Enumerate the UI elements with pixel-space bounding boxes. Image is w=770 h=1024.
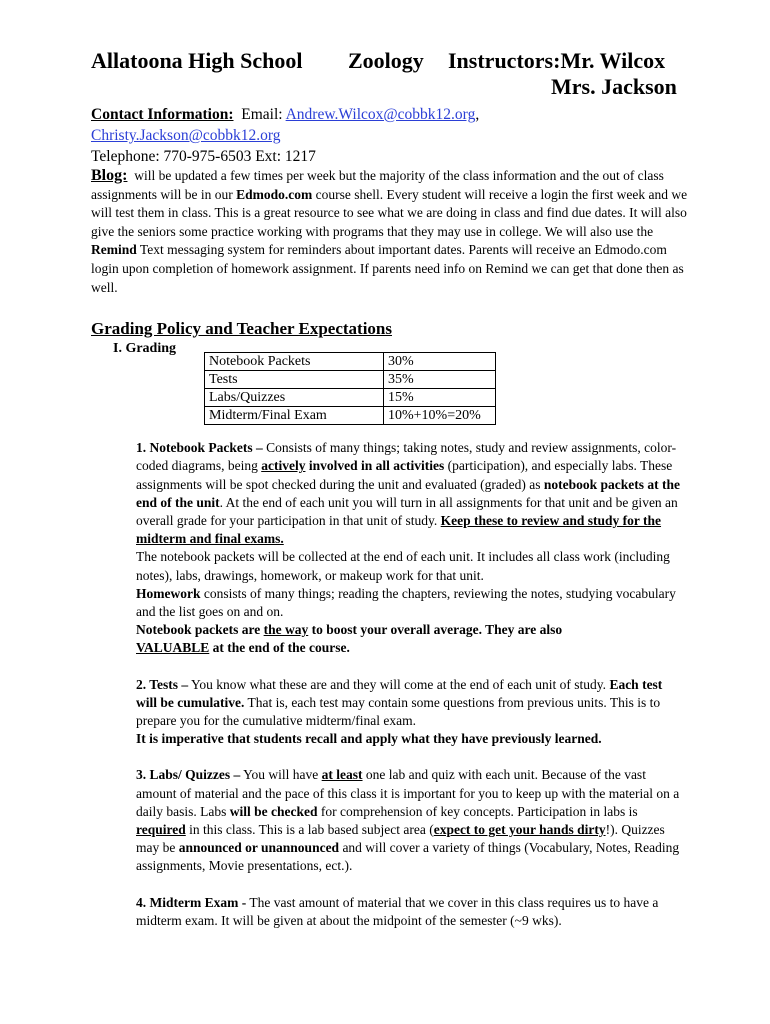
labs-text-4: in this class. This is a lab based subject area ( [189, 822, 434, 838]
labs-text-5: !). Quizzes may be [136, 822, 665, 856]
labs-text-6: and will cover a variety of things (Vocabulary, Notes, Reading assignments, Movie presentations, ect.). [136, 840, 680, 874]
homework-paragraph [136, 585, 681, 621]
notebook-text-1: Consists of many things; taking notes, study and review assignments, color-coded diagrams, being [136, 440, 677, 474]
labs-checked: will be checked [229, 803, 318, 819]
boost-the-way: the way [263, 622, 309, 638]
labs-announced: announced or unannounced [178, 840, 340, 856]
notebook-text-3: . At the end of each unit you will turn in all assignments for that unit and be given an overall grade for your participation in that unit of study. [136, 494, 678, 528]
tests-heading: 2. Tests – [136, 676, 189, 692]
boost-text-3: at the end of the course. [212, 640, 350, 656]
labs-required: required [136, 822, 186, 838]
grading-table [204, 352, 496, 425]
instructor-1: Mr. Wilcox [560, 48, 666, 73]
contact-label: Contact Information: [91, 106, 234, 123]
tests-imperative: It is imperative that students recall and apply what they have previously learned. [136, 731, 602, 747]
blog-text-3: Text messaging system for reminders about important dates. Parents will receive an Edmodo.com login upon completion of homework assignment. If parents need info on Remind we can get that done then as well. [91, 242, 684, 295]
labs-dirty: expect to get your hands dirty [433, 822, 606, 838]
tests-paragraph [136, 676, 681, 731]
homework-text: consists of many things; reading the chapters, reviewing the notes, studying vocabulary and the list goes on and on. [136, 585, 676, 619]
notebook-packets-end: notebook packets at the end of the unit [136, 476, 681, 510]
edmodo-name: Edmodo.com [236, 186, 313, 202]
boost-text-1: Notebook packets are [136, 622, 261, 638]
email-label: Email: [241, 106, 283, 123]
grade-weight: 10%+10%=20% [384, 407, 496, 425]
tests-text-2: That is, each test may contain some questions from previous units. This is to prepare you for the cumulative midterm/final exam. [136, 694, 661, 728]
instructor-2: Mrs. Jackson [551, 74, 677, 99]
labs-at-least: at least [321, 767, 363, 783]
subject-name: Zoology [348, 48, 424, 73]
tests-cumulative: Each test will be cumulative. [136, 676, 663, 710]
telephone: Telephone: 770-975-6503 Ext: 1217 [91, 148, 316, 165]
midterm-heading: 4. Midterm Exam - [136, 894, 247, 910]
blog-paragraph [91, 167, 691, 297]
labs-paragraph [136, 766, 681, 875]
labs-text-2: one lab and quiz with each unit. Because of the vast amount of material and the pace of this class it is important for you to keep up with the material on a daily basis. Labs [136, 767, 680, 819]
labs-heading: 3. Labs/ Quizzes – [136, 767, 241, 783]
document-header [91, 44, 691, 104]
policy-body [136, 439, 681, 930]
contact-block: Contact Information: Email: Andrew.Wilcox@cobbk12.org, Christy.Jackson@cobbk12.org Telephone: 770-975-6503 Ext: 1217 [91, 106, 480, 165]
table-row [205, 353, 496, 371]
instructors-line [448, 48, 665, 74]
boost-valuable: VALUABLE [136, 640, 210, 656]
boost-text-2: to boost your overall average. They are also [311, 622, 563, 638]
grade-weight: 30% [384, 353, 496, 371]
homework-label: Homework [136, 585, 201, 601]
notebook-heading: 1. Notebook Packets – [136, 440, 263, 456]
labs-text-3: for comprehension of key concepts. Participation in labs is [320, 803, 638, 819]
email-link-wilcox[interactable]: Andrew.Wilcox@cobbk12.org [285, 106, 476, 123]
midterm-paragraph [136, 894, 681, 930]
tests-text-1: You know what these are and they will come at the end of each unit of study. [191, 676, 607, 692]
grade-item: Labs/Quizzes [205, 389, 384, 407]
blog-label: Blog: [91, 167, 128, 184]
notebook-paragraph [136, 439, 681, 548]
grading-subheading: I. Grading [113, 341, 177, 357]
email-link-jackson[interactable]: Christy.Jackson@cobbk12.org [91, 127, 281, 144]
grade-item: Notebook Packets [205, 353, 384, 371]
school-name: Allatoona High School [91, 48, 303, 73]
grading-section-title: Grading Policy and Teacher Expectations [91, 319, 392, 339]
document-page [91, 44, 691, 930]
remind-name: Remind [91, 242, 137, 258]
table-row [205, 389, 496, 407]
instructors-label: Instructors: [448, 48, 561, 73]
grade-weight: 35% [384, 371, 496, 389]
table-row [205, 371, 496, 389]
grade-weight: 15% [384, 389, 496, 407]
table-row [205, 407, 496, 425]
notebook-boost [136, 621, 681, 657]
grade-item: Midterm/Final Exam [205, 407, 384, 425]
notebook-collected: The notebook packets will be collected at the end of each unit. It includes all class work (including notes), labs, drawings, homework, or makeup work for that unit. [136, 549, 670, 583]
notebook-text-2: (participation), and especially labs. These assignments will be spot checked during the unit and evaluated (graded) as [136, 458, 673, 492]
labs-text-1: You will have [243, 767, 319, 783]
notebook-actively: actively [261, 458, 306, 474]
notebook-involved: involved in all activities [308, 458, 445, 474]
blog-text-2: course shell. Every student will receive a login the first week and we will test them in class. This is a great resource to see what we are doing in class and find due dates. It will also give the seniors some practice working with programs that they may use in college. We will also use the [91, 186, 688, 239]
blog-text-1: will be updated a few times per week but the majority of the class information and the out of class assignments will be in our [91, 168, 664, 202]
midterm-text: The vast amount of material that we cover in this class requires us to have a midterm exam. It will be given at about the midpoint of the semester (~9 wks). [136, 894, 659, 928]
grade-item: Tests [205, 371, 384, 389]
notebook-keep: Keep these to review and study for the midterm and final exams. [136, 512, 662, 547]
